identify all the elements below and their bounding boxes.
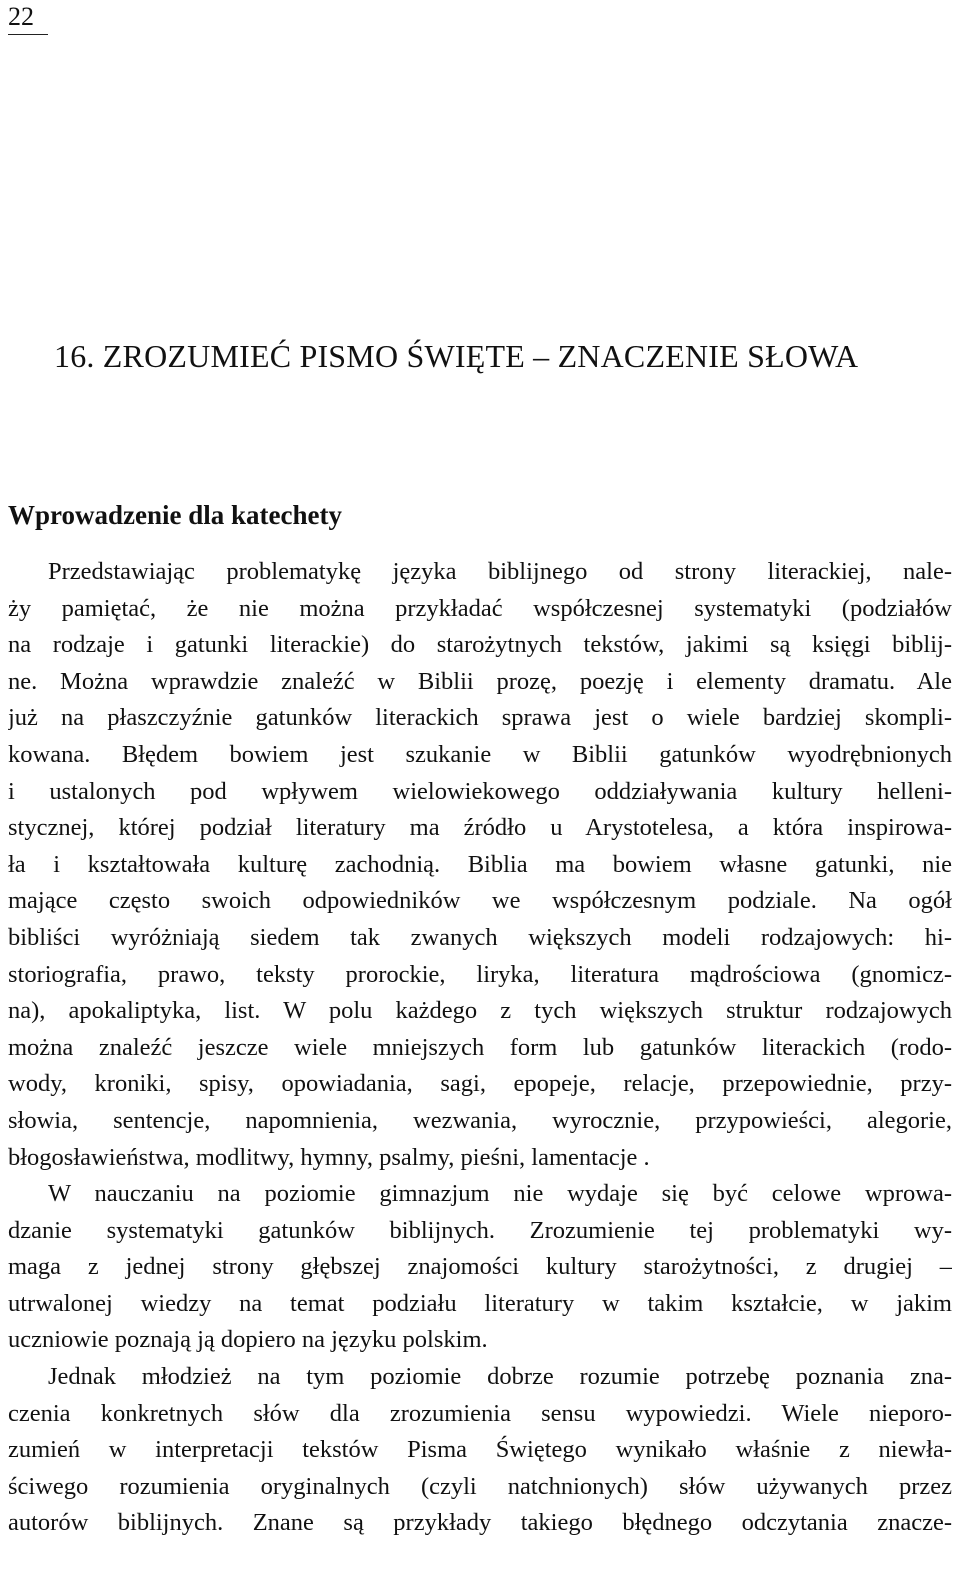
text-line: Przedstawiając problematykę języka biblijnego od strony literackiej, nale- [48,558,952,585]
section-heading: Wprowadzenie dla katechety [8,500,342,530]
text-line: błogosławieństwa, modlitwy, hymny, psalmy, pieśni, lamentacje . [8,1143,650,1171]
text-line: W nauczaniu na poziomie gimnazjum nie wydaje się być celowe wprowa- [48,1180,952,1208]
text-line: bibliści wyróżniają siedem tak zwanych większych modeli rodzajowych: hi- [8,923,952,951]
text-line: storiografia, prawo, teksty prorockie, liryka, literatura mądrościowa (gnomicz- [8,960,952,988]
text-line: ściwego rozumienia oryginalnych (czyli natchnionych) słów używanych przez [8,1472,952,1500]
text-line: uczniowie poznają ją dopiero na języku polskim. [8,1326,488,1354]
page-number: 22 [8,2,48,35]
body-text [8,554,952,1542]
text-line: stycznej, której podział literatury ma źródło u Arystotelesa, a która inspirowa- [8,814,952,842]
text-line: i ustalonych pod wpływem wielowiekowego oddziaływania kultury helleni- [8,777,952,805]
text-line: na), apokaliptyka, list. W polu każdego z tych większych struktur rodzajowych [8,997,952,1025]
text-line: utrwalonej wiedzy na temat podziału literatury w takim kształcie, w jakim [8,1289,952,1317]
chapter-title: 16. ZROZUMIEĆ PISMO ŚWIĘTE – ZNACZENIE SŁOWA [54,338,859,374]
text-line: kowana. Błędem bowiem jest szukanie w Biblii gatunków wyodrębnionych [8,740,952,768]
text-line: dzanie systematyki gatunków biblijnych. Zrozumienie tej problematyki wy- [8,1216,952,1244]
text-line: ży pamiętać, że nie można przykładać współczesnej systematyki (podziałów [8,594,952,622]
text-line: wody, kroniki, spisy, opowiadania, sagi, epopeje, relacje, przepowiednie, przy- [8,1070,952,1098]
text-line: maga z jednej strony głębszej znajomości kultury starożytności, z drugiej – [8,1253,952,1281]
text-line: czenia konkretnych słów dla zrozumienia sensu wypowiedzi. Wiele nieporo- [8,1399,952,1427]
text-line: zumień w interpretacji tekstów Pisma Świętego wynikało właśnie z niewła- [8,1436,952,1464]
text-line: na rodzaje i gatunki literackie) do starożytnych tekstów, jakimi są księgi biblij- [8,631,952,659]
text-line: ła i kształtowała kulturę zachodnią. Biblia ma bowiem własne gatunki, nie [8,850,952,878]
text-line: słowia, sentencje, napomnienia, wezwania, wyrocznie, przypowieści, alegorie, [8,1106,952,1134]
text-line: mające często swoich odpowiedników we współczesnym podziale. Na ogół [8,887,952,915]
text-line: już na płaszczyźnie gatunków literackich sprawa jest o wiele bardziej skompli- [8,704,952,732]
text-line: ne. Można wprawdzie znaleźć w Biblii prozę, poezję i elementy dramatu. Ale [8,667,952,695]
text-line: Jednak młodzież na tym poziomie dobrze rozumie potrzebę poznania zna- [48,1363,952,1391]
text-line: można znaleźć jeszcze wiele mniejszych form lub gatunków literackich (rodo- [8,1033,952,1061]
text-line: autorów biblijnych. Znane są przykłady takiego błędnego odczytania znacze- [8,1509,952,1537]
